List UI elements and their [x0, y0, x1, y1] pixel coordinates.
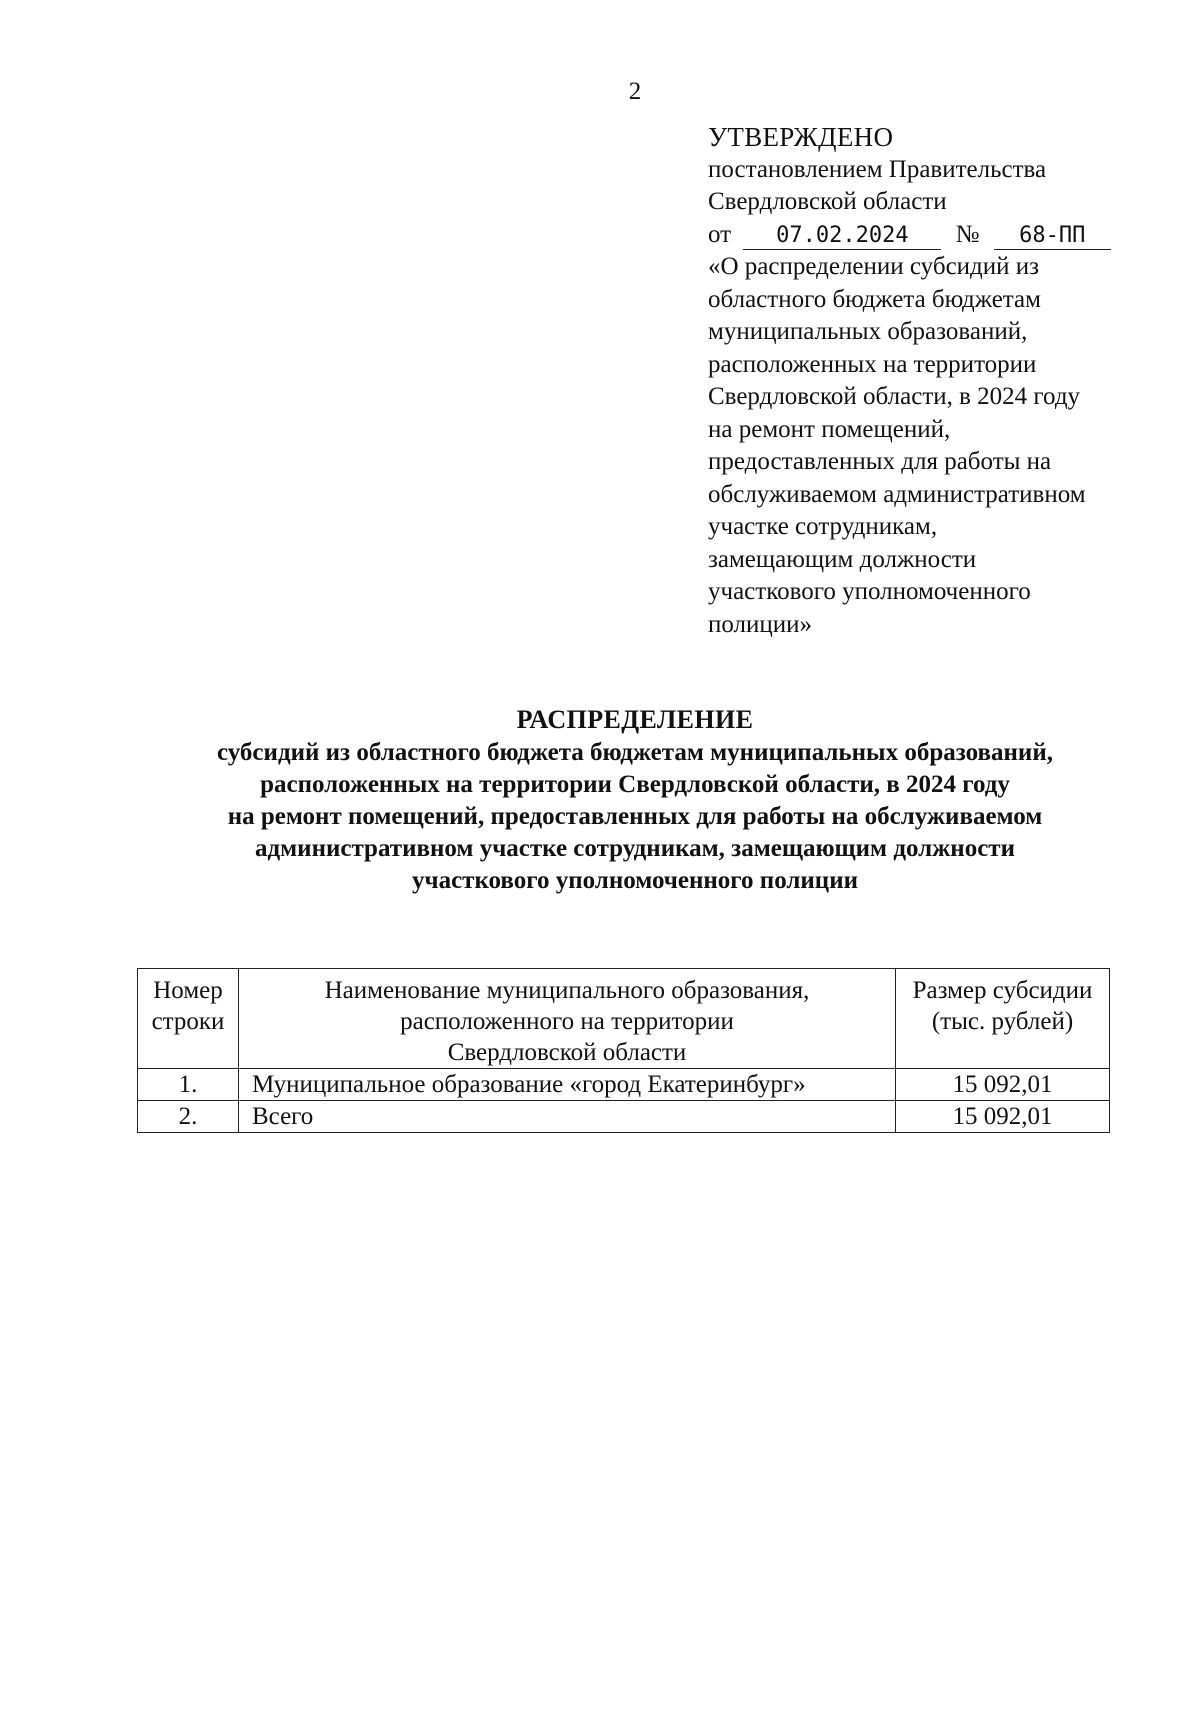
table-row-total	[138, 1101, 1110, 1133]
header-text: строки	[151, 1008, 225, 1035]
header-text: (тыс. рублей)	[931, 1008, 1074, 1035]
approval-number: 68-ПП	[994, 223, 1111, 250]
resolution-title-line: на ремонт помещений,	[708, 415, 951, 443]
table-header-row	[138, 969, 1110, 1069]
header-text: Наименование муниципального образования,	[324, 977, 810, 1004]
resolution-title-line: Свердловской области, в 2024 году	[708, 383, 1081, 410]
approval-date: 07.02.2024	[743, 223, 941, 250]
distribution-table	[137, 968, 1110, 1133]
header-text: Свердловской области	[447, 1039, 687, 1066]
resolution-title-line: муниципальных образований,	[708, 318, 1028, 345]
heading-line: субсидий из областного бюджета бюджетам муниципальных образований,	[217, 739, 1053, 766]
header-text: Размер субсидии	[912, 977, 1093, 1004]
approved-stamp-text: УТВЕРЖДЕНО	[708, 122, 894, 152]
date-prefix: от	[708, 220, 732, 248]
resolution-title-line: «О распределении субсидий из	[708, 253, 1040, 280]
resolution-title-line: замещающим должности	[708, 545, 977, 573]
resolution-title-line: участке сотрудникам,	[708, 513, 938, 540]
header-subsidy-amount	[896, 969, 1110, 1069]
heading-line: административном участке сотрудникам, замещающим должности	[254, 835, 1015, 862]
heading-title: РАСПРЕДЕЛЕНИЕ	[516, 705, 754, 734]
number-prefix: №	[955, 220, 980, 248]
page-number: 2	[628, 78, 642, 105]
approval-date-number-line	[708, 219, 1178, 252]
table-row	[138, 1069, 1110, 1101]
municipality-name: Всего	[239, 1101, 896, 1133]
header-municipality-name	[239, 969, 896, 1069]
header-text: Номер	[153, 977, 223, 1004]
municipality-name: Муниципальное образование «город Екатеринбург»	[239, 1069, 896, 1101]
heading-line: на ремонт помещений, предоставленных для работы на обслуживаемом	[227, 803, 1043, 830]
heading-line: участкового уполномоченного полиции	[411, 867, 859, 894]
row-number: 2.	[138, 1101, 239, 1133]
resolution-title-line: областного бюджета бюджетам	[708, 285, 1041, 313]
resolution-title-line: предоставленных для работы на	[708, 448, 1052, 475]
subsidy-amount: 15 092,01	[896, 1069, 1110, 1101]
resolution-title-line: обслуживаемом административном	[708, 480, 1086, 508]
resolution-title-line: полиции»	[708, 610, 813, 638]
subsidy-amount: 15 092,01	[896, 1101, 1110, 1133]
header-row-number	[138, 969, 239, 1069]
row-number: 1.	[138, 1069, 239, 1101]
approval-line: постановлением Правительства	[708, 155, 1047, 183]
header-text: расположенного на территории	[400, 1008, 734, 1035]
approval-block	[708, 121, 1178, 641]
resolution-title-line: участкового уполномоченного	[708, 578, 1031, 605]
resolution-title-line: расположенных на территории	[708, 350, 1037, 378]
heading-line: расположенных на территории Свердловской области, в 2024 году	[260, 771, 1010, 798]
document-heading	[130, 704, 1140, 897]
approval-line: Свердловской области	[708, 188, 947, 215]
